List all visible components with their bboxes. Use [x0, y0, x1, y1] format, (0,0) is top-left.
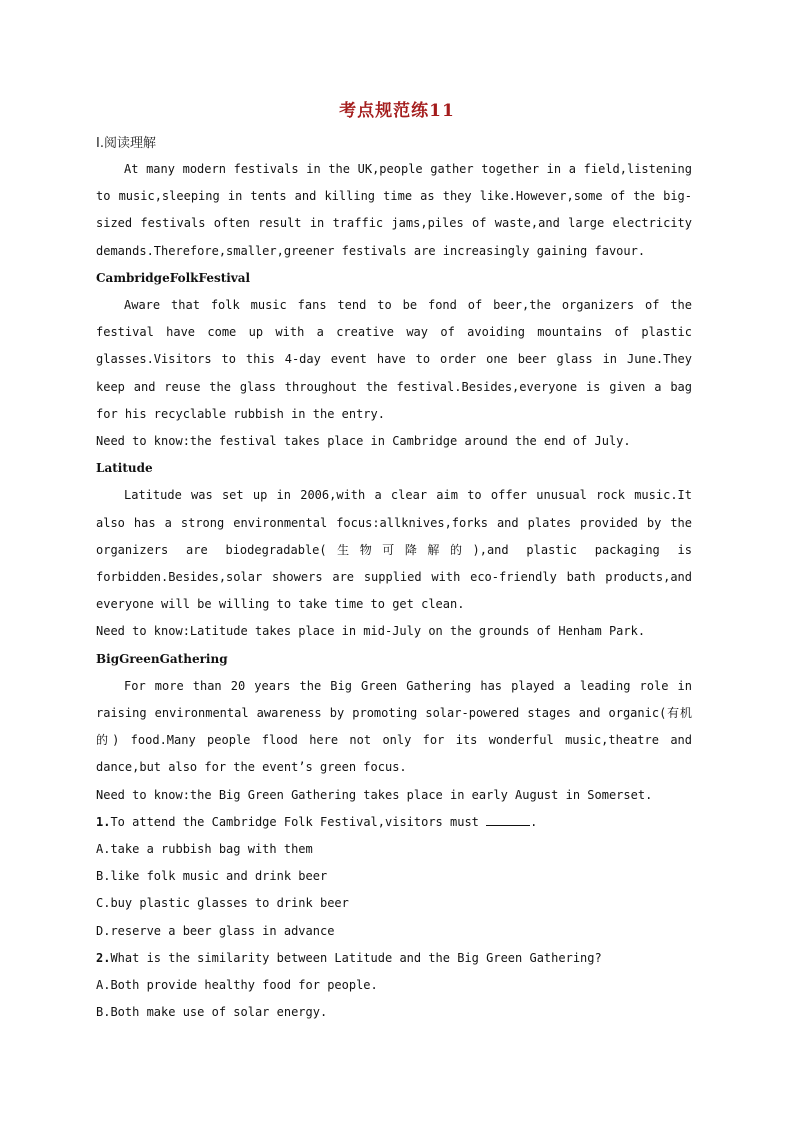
- festival-heading-latitude: Latitude: [96, 461, 153, 476]
- question-1-option-c: C.buy plastic glasses to drink beer: [96, 896, 349, 911]
- festival-paragraph-cambridge: Aware that folk music fans tend to be fond of beer,the organizers of the festival have come up with a creative way of avoiding mountains of plastic glasses.Visitors to this 4-day event have to order one beer glass in June.They keep and reuse the glass throughout the festival.Besides,everyone is given a bag for his recyclable rubbish in the entry.: [96, 298, 692, 421]
- question-1-option-d: D.reserve a beer glass in advance: [96, 923, 335, 938]
- question-2-option-b: B.Both make use of solar energy.: [96, 1005, 328, 1020]
- festival-heading-big-green: BigGreenGathering: [96, 651, 228, 666]
- need-to-know-cambridge: Need to know:the festival takes place in Cambridge around the end of July.: [96, 434, 631, 449]
- answer-blank: [486, 813, 530, 826]
- need-to-know-latitude: Need to know:Latitude takes place in mid-July on the grounds of Henham Park.: [96, 624, 646, 639]
- intro-paragraph: At many modern festivals in the UK,people gather together in a field,listening to music,sleeping in tents and killing time as they like.However,some of the big-sized festivals often result in traffic jams,piles of waste,and large electricity demands.Therefore,smaller,greener festivals are increasingly gaining favour.: [96, 162, 692, 258]
- festival-paragraph-big-green: For more than 20 years the Big Green Gathering has played a leading role in raising environmental awareness by promoting solar-powered stages and organic(有机的) food.Many people flood here not only for its wonderful music,theatre and dance,but also for the event’s green focus.: [96, 678, 692, 775]
- page-title: 考点规范练11: [339, 101, 455, 121]
- question-2-number: 2.: [96, 950, 111, 965]
- question-2-option-a: A.Both provide healthy food for people.: [96, 978, 378, 993]
- question-1-end: .: [530, 814, 538, 829]
- question-1-number: 1.: [96, 814, 111, 829]
- question-1-option-b: B.like folk music and drink beer: [96, 869, 328, 884]
- passage-body: [96, 156, 692, 1027]
- question-2-text: What is the similarity between Latitude and the Big Green Gathering?: [110, 950, 602, 965]
- question-2-stem: [96, 945, 692, 972]
- festival-heading-cambridge: CambridgeFolkFestival: [96, 270, 251, 285]
- question-1-option-a: A.take a rubbish bag with them: [96, 842, 313, 857]
- section-label: Ⅰ.阅读理解: [96, 136, 156, 151]
- need-to-know-big-green: Need to know:the Big Green Gathering takes place in early August in Somerset.: [96, 787, 653, 802]
- question-1-stem: [96, 809, 692, 836]
- festival-paragraph-latitude: Latitude was set up in 2006,with a clear aim to offer unusual rock music.It also has a strong environmental focus:allknives,forks and plates provided by the organizers are biodegradable(生物可降解的),and plastic packaging is forbidden.Besides,solar showers are supplied with eco-friendly bath products,and everyone will be willing to take time to get clean.: [96, 488, 692, 612]
- question-1-text: To attend the Cambridge Folk Festival,visitors must: [110, 814, 479, 829]
